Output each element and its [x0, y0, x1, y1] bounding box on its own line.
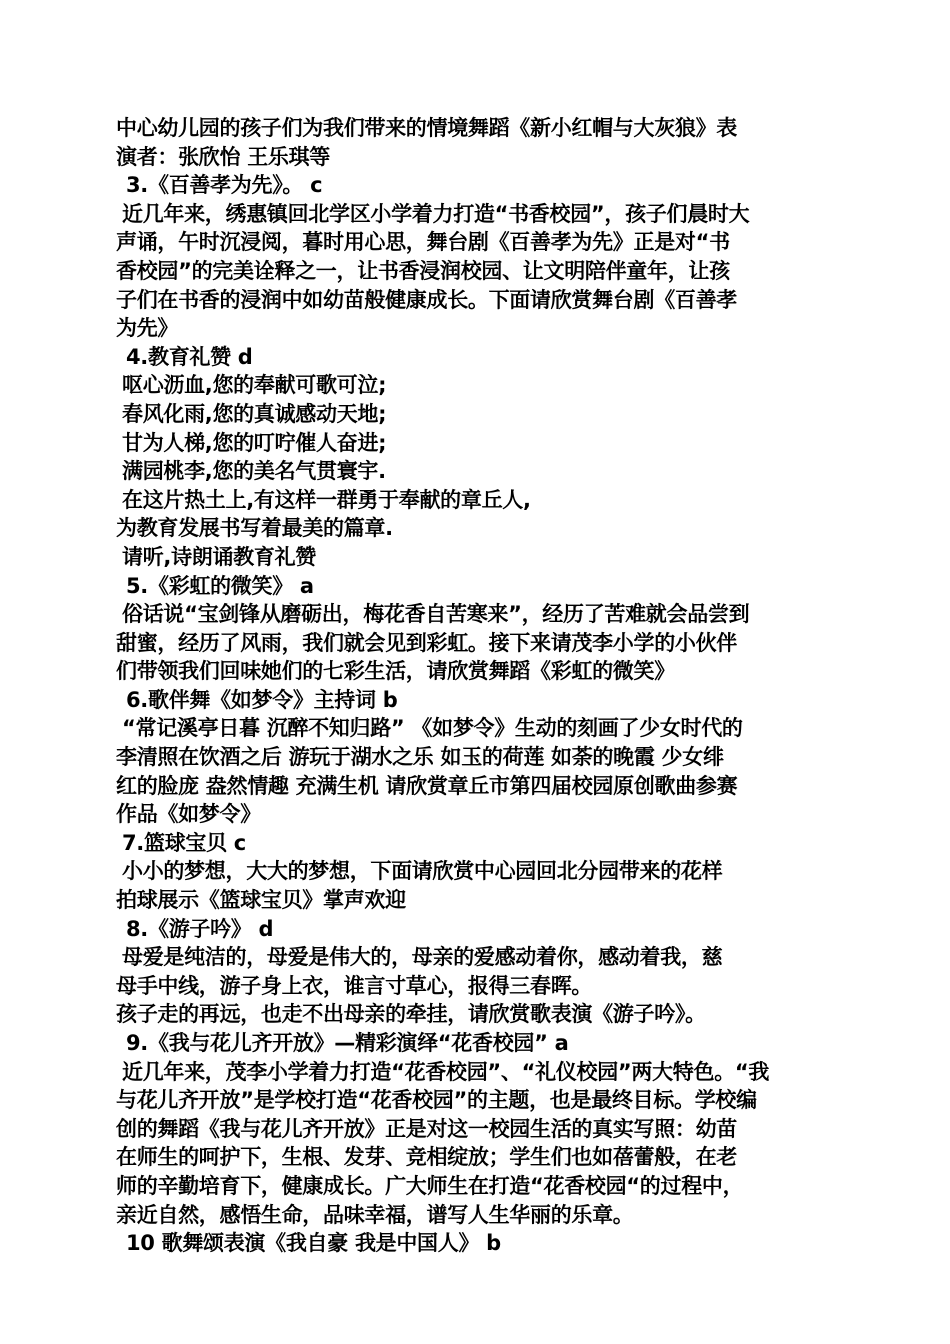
text-line: 创的舞蹈《我与花儿齐开放》正是对这一校园生活的真实写照：幼苗 — [116, 1116, 737, 1141]
text-line: 甜蜜，经历了风雨，我们就会见到彩虹。接下来请茂李小学的小伙伴 — [116, 630, 737, 655]
text-line: 请听,诗朗诵教育礼赞 — [122, 544, 316, 569]
document-body — [116, 114, 836, 1258]
text-line: 们带领我们回味她们的七彩生活，请欣赏舞蹈《彩虹的微笑》 — [116, 659, 675, 684]
text-line: 10 歌舞颂表演《我自豪 我是中国人》 b — [126, 1231, 501, 1256]
text-line: 为先》 — [116, 316, 179, 341]
text-line: 3.《百善孝为先》。 c — [126, 173, 323, 198]
text-line: 母手中线，游子身上衣，谁言寸草心，报得三春晖。 — [116, 973, 593, 998]
text-line: 声诵，午时沉浸阅，暮时用心思，舞台剧《百善孝为先》正是对“书 — [116, 230, 730, 255]
text-line: 小小的梦想，大大的梦想，下面请欣赏中心园回北分园带来的花样 — [122, 859, 723, 884]
text-line: 作品《如梦令》 — [116, 802, 261, 827]
text-line: 呕心沥血,您的奉献可歌可泣; — [122, 373, 387, 398]
text-line: 俗话说“宝剑锋从磨砺出，梅花香自苦寒来”，经历了苦难就会品尝到 — [122, 602, 750, 627]
text-line: 演者：张欣怡 王乐琪等 — [116, 144, 331, 169]
text-line: 孩子走的再远，也走不出母亲的牵挂，请欣赏歌表演《游子吟》。 — [116, 1002, 706, 1027]
text-line: 甘为人梯,您的叮咛催人奋进; — [122, 430, 387, 455]
text-line: 拍球展示《篮球宝贝》掌声欢迎 — [116, 888, 406, 913]
text-line: 子们在书香的浸润中如幼苗般健康成长。下面请欣赏舞台剧《百善孝 — [116, 287, 737, 312]
text-line: “常记溪亭日暮 沉醉不知归路” 《如梦令》生动的刻画了少女时代的 — [122, 716, 743, 741]
text-line: 近几年来，茂李小学着力打造“花香校园”、“礼仪校园”两大特色。“我 — [122, 1059, 770, 1084]
text-line: 红的脸庞 盎然情趣 充满生机 请欣赏章丘市第四届校园原创歌曲参赛 — [116, 773, 738, 798]
text-line: 师的辛勤培育下，健康成长。广大师生在打造“花香校园“的过程中， — [116, 1173, 744, 1198]
text-line: 8.《游子吟》 d — [126, 916, 274, 941]
text-line: 9.《我与花儿齐开放》—精彩演绎“花香校园” a — [126, 1031, 569, 1055]
text-line: 近几年来，绣惠镇回北学区小学着力打造“书香校园”，孩子们晨时大 — [122, 201, 750, 226]
text-line: 在师生的呵护下，生根、发芽、竞相绽放；学生们也如蓓蕾般，在老 — [116, 1145, 737, 1170]
text-line: 中心幼儿园的孩子们为我们带来的情境舞蹈《新小红帽与大灰狼》表 — [116, 116, 737, 140]
text-line: 李清照在饮酒之后 游玩于湖水之乐 如玉的荷莲 如荼的晚霞 少女绯 — [116, 745, 724, 770]
text-line: 为教育发展书写着最美的篇章. — [116, 516, 393, 541]
text-line: 在这片热土上,有这样一群勇于奉献的章丘人, — [122, 487, 531, 512]
text-line: 满园桃李,您的美名气贯寰宇. — [122, 459, 386, 484]
text-line: 6.歌伴舞《如梦令》主持词 b — [126, 687, 398, 712]
text-line: 7.篮球宝贝 c — [122, 830, 246, 855]
text-line: 春风化雨,您的真诚感动天地; — [122, 401, 387, 426]
text-line: 母爱是纯洁的，母爱是伟大的，母亲的爱感动着你，感动着我，慈 — [122, 945, 723, 970]
text-line: 4.教育礼赞 d — [126, 344, 253, 369]
text-line: 5.《彩虹的微笑》 a — [126, 573, 314, 598]
text-line: 香校园”的完美诠释之一，让书香浸润校园、让文明陪伴童年，让孩 — [116, 258, 730, 283]
text-line: 与花儿齐开放”是学校打造“花香校园”的主题，也是最终目标。学校编 — [116, 1088, 757, 1113]
text-line: 亲近自然，感悟生命，品味幸福，谱写人生华丽的乐章。 — [116, 1202, 634, 1227]
